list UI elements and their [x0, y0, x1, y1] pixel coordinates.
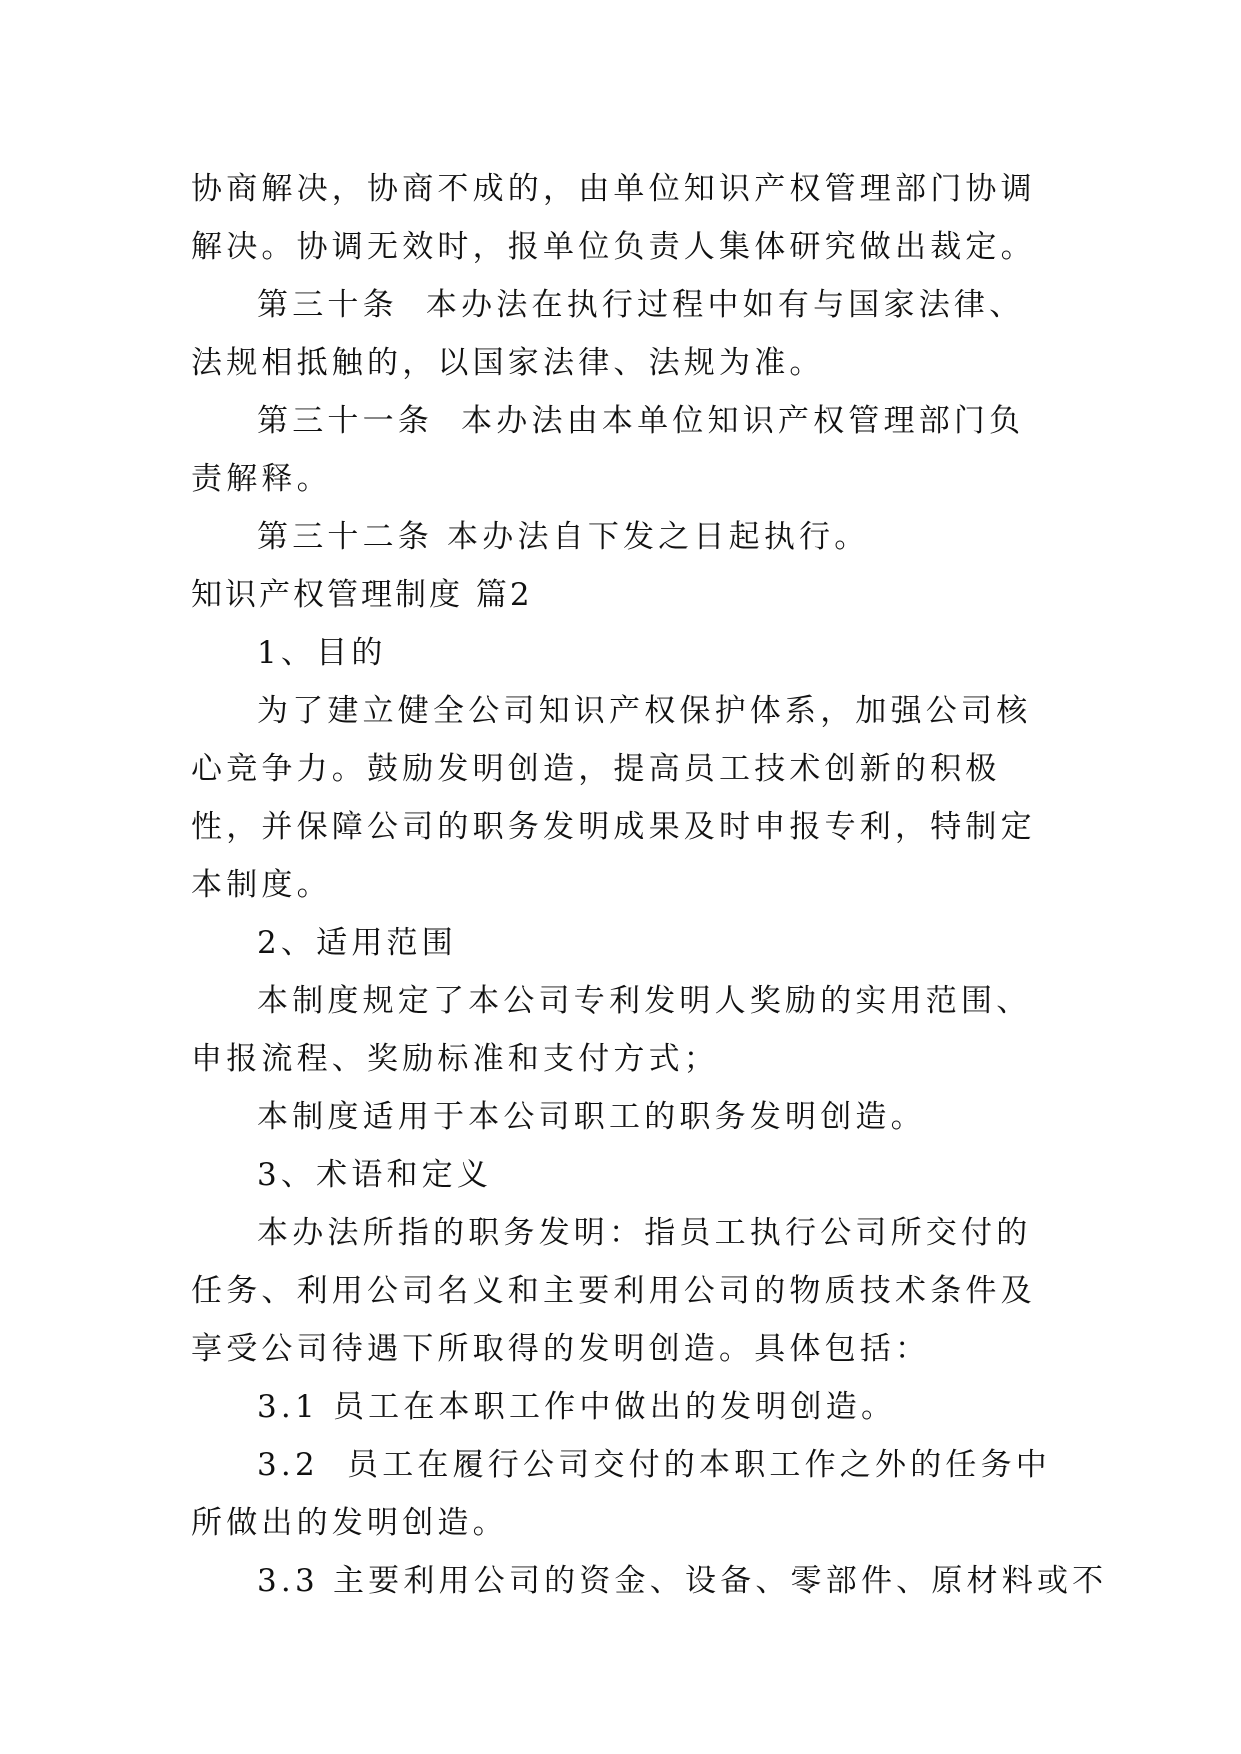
- section-title: 知识产权管理制度 篇2: [191, 577, 533, 613]
- article-32: 第三十二条 本办法自下发之日起执行。: [257, 519, 870, 555]
- article-31: 第三十一条 本办法由本单位知识产权管理部门负责解释。: [191, 403, 1025, 497]
- heading-terms: 3、术语和定义: [257, 1157, 493, 1193]
- item-3-1: 3.1 员工在本职工作中做出的发明创造。: [257, 1389, 897, 1425]
- document-body: [191, 160, 1108, 1610]
- item-3-3: 3.3 主要利用公司的资金、设备、零部件、原材料或不: [257, 1563, 1108, 1599]
- heading-purpose: 1、目的: [257, 635, 387, 671]
- paragraph-scope-definition: 本制度规定了本公司专利发明人奖励的实用范围、申报流程、奖励标准和支付方式；: [191, 983, 1032, 1077]
- paragraph-dispute-resolution: 协商解决，协商不成的，由单位知识产权管理部门协调解决。协调无效时，报单位负责人集体研究做出裁定。: [191, 171, 1036, 265]
- article-30: 第三十条 本办法在执行过程中如有与国家法律、法规相抵触的，以国家法律、法规为准。: [191, 287, 1025, 381]
- heading-scope: 2、适用范围: [257, 925, 457, 961]
- paragraph-scope-applicability: 本制度适用于本公司职工的职务发明创造。: [257, 1099, 926, 1135]
- paragraph-purpose: 为了建立健全公司知识产权保护体系，加强公司核心竞争力。鼓励发明创造，提高员工技术创新的积极性，并保障公司的职务发明成果及时申报专利，特制定本制度。: [191, 693, 1036, 903]
- item-3-2: 3.2 员工在履行公司交付的本职工作之外的任务中所做出的发明创造。: [191, 1447, 1052, 1541]
- paragraph-job-invention-definition: 本办法所指的职务发明：指员工执行公司所交付的任务、利用公司名义和主要利用公司的物质技术条件及享受公司待遇下所取得的发明创造。具体包括：: [191, 1215, 1036, 1367]
